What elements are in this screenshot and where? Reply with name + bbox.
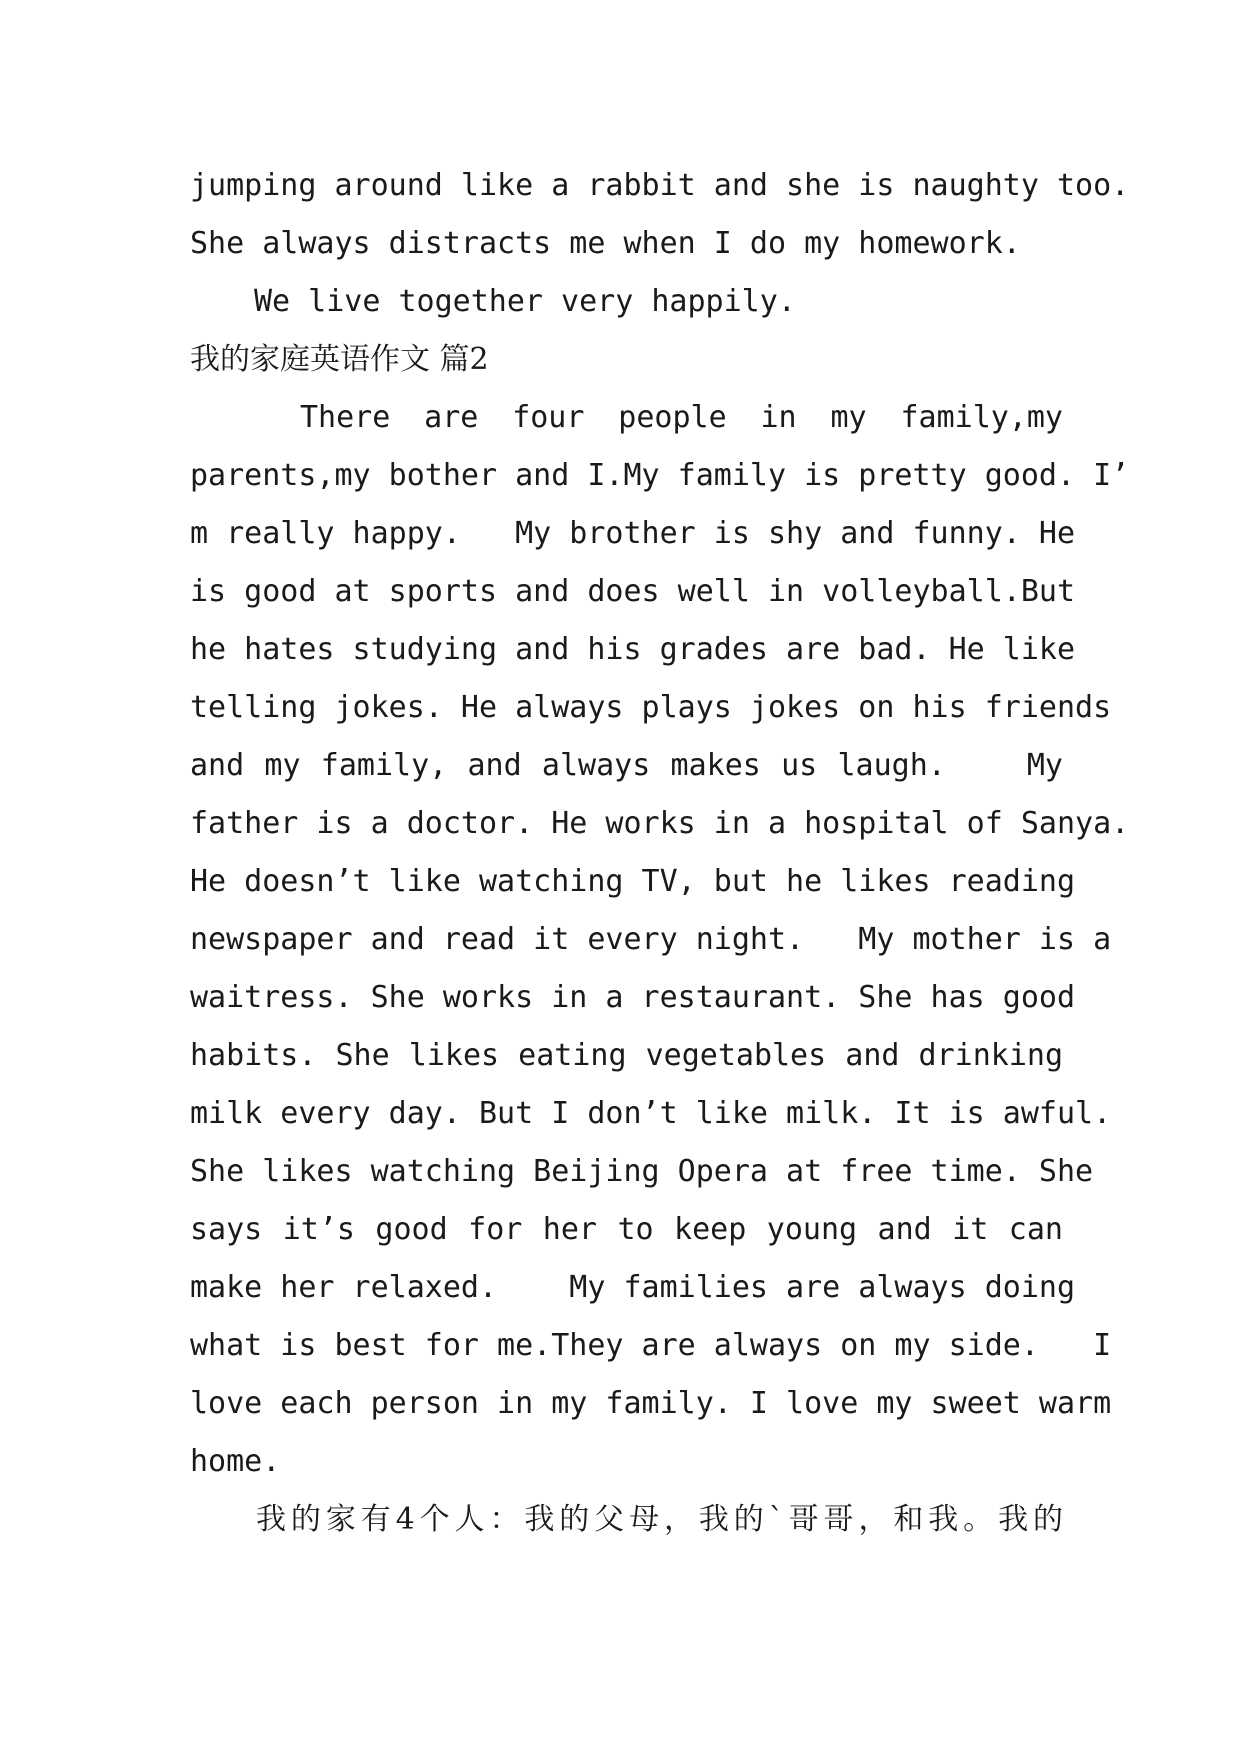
section-heading: 我的家庭英语作文 篇2 <box>190 342 489 377</box>
text-line-10: telling jokes. He always plays jokes on his friends <box>190 690 1112 725</box>
text-line-1: jumping around like a rabbit and she is naughty too. <box>190 168 1130 203</box>
text-line-17: milk every day. But I don’t like milk. It is awful. <box>190 1096 1112 1131</box>
text-line-22: love each person in my family. I love my sweet warm <box>190 1386 1112 1421</box>
text-line-23: home. <box>190 1444 281 1479</box>
text-line-11: and my family, and always makes us laugh. My <box>190 748 1063 783</box>
text-line-5: There are four people in my family,my <box>300 400 1063 435</box>
text-line-7: m really happy. My brother is shy and funny. He <box>190 516 1076 551</box>
text-line-8: is good at sports and does well in volleyball.But <box>190 574 1076 609</box>
text-line-6: parents,my bother and I.My family is pretty good. I’ <box>190 458 1130 493</box>
text-line-14: newspaper and read it every night. My mother is a <box>190 922 1112 957</box>
text-line-2: She always distracts me when I do my homework. <box>190 226 1021 261</box>
document-page <box>190 0 1130 1754</box>
text-line-19: says it’s good for her to keep young and it can <box>190 1212 1063 1247</box>
text-line-18: She likes watching Beijing Opera at free time. She <box>190 1154 1094 1189</box>
text-line-20: make her relaxed. My families are always doing <box>190 1270 1076 1305</box>
text-line-16: habits. She likes eating vegetables and drinking <box>190 1038 1063 1073</box>
text-line-13: He doesn’t like watching TV, but he likes reading <box>190 864 1076 899</box>
chinese-paragraph-line: 我的家有4个人：我的父母，我的`哥哥，和我。我的 <box>256 1502 1063 1537</box>
text-line-15: waitress. She works in a restaurant. She has good <box>190 980 1076 1015</box>
text-line-9: he hates studying and his grades are bad. He like <box>190 632 1076 667</box>
text-line-12: father is a doctor. He works in a hospital of Sanya. <box>190 806 1130 841</box>
text-line-21: what is best for me.They are always on my side. I <box>190 1328 1112 1363</box>
text-line-3: We live together very happily. <box>254 284 796 319</box>
